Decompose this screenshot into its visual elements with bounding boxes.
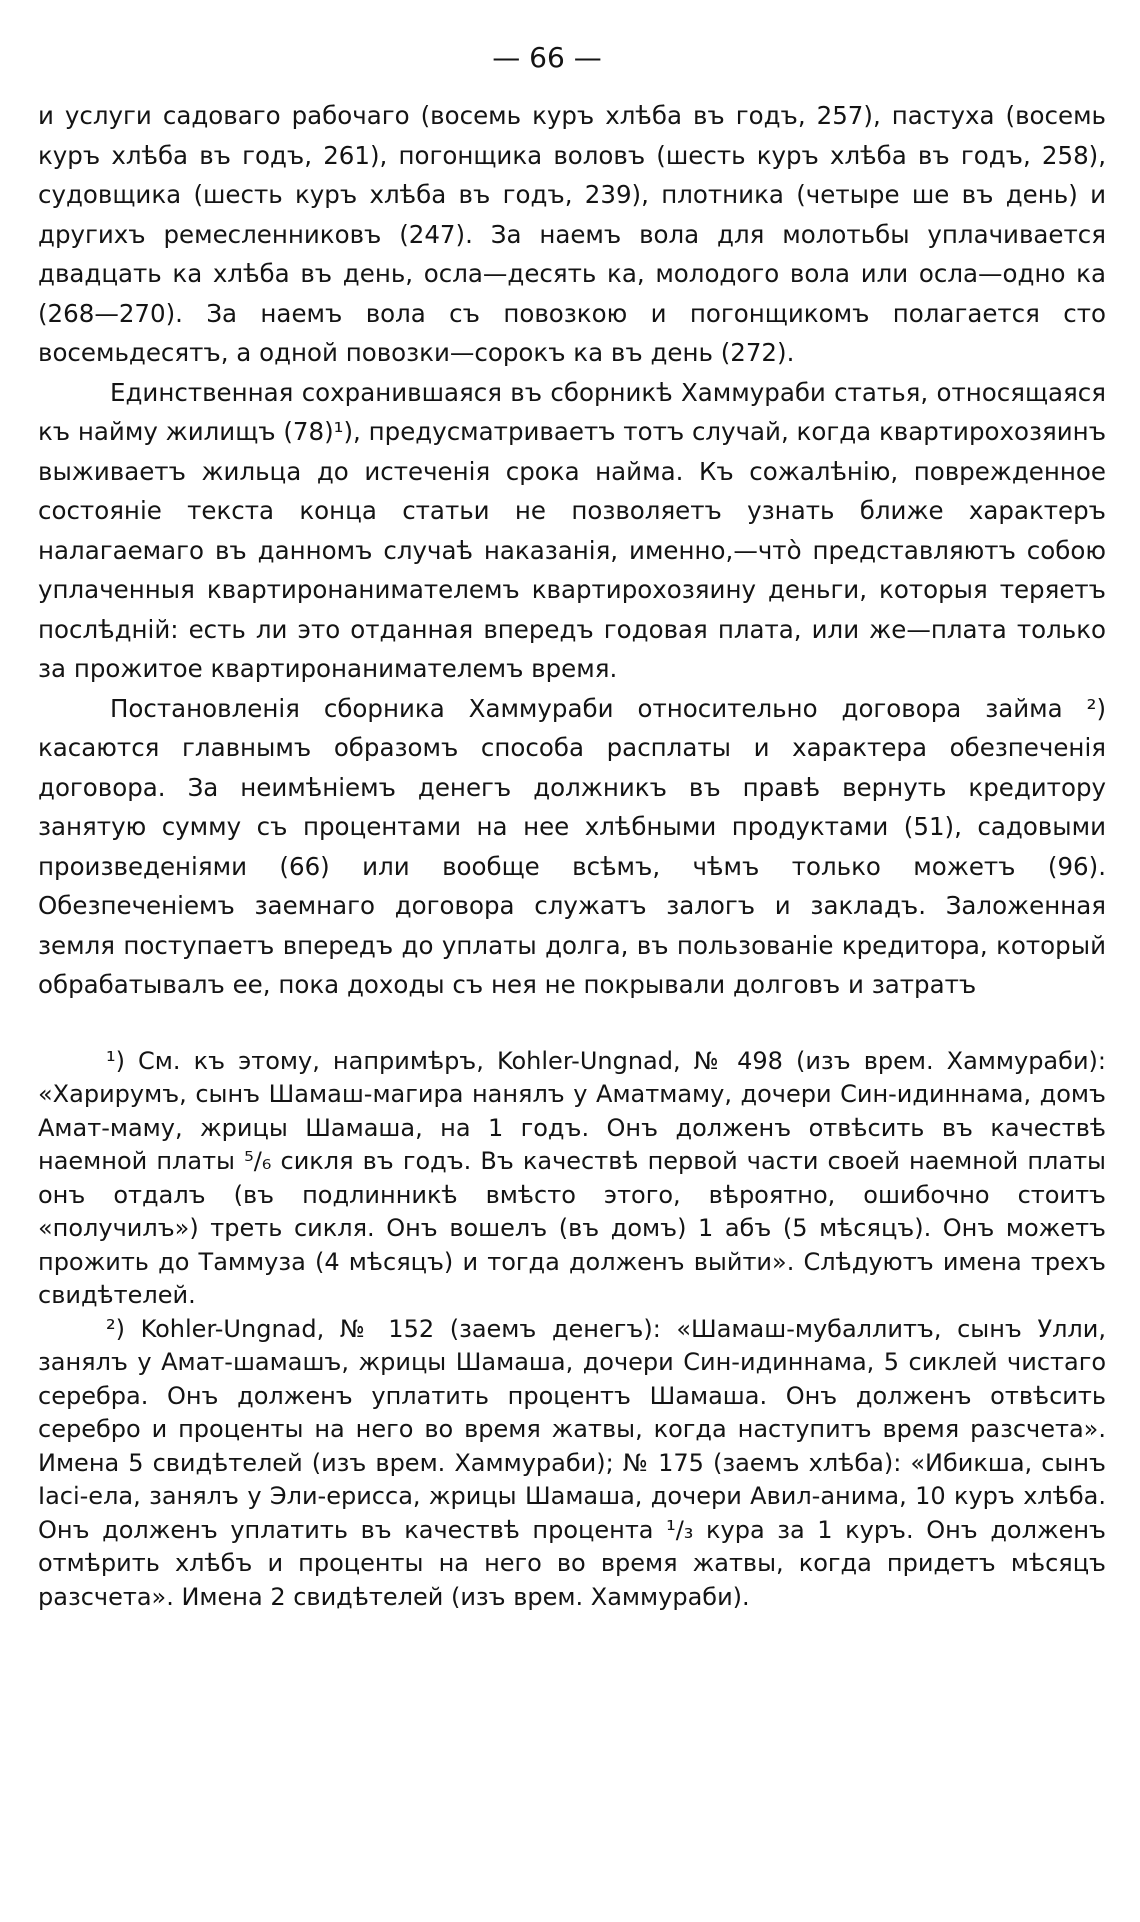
footnotes [38, 1045, 1106, 1615]
document-page [38, 38, 1120, 1614]
page-number: — 66 — [492, 41, 602, 74]
footnote-2: ²) Kohler-Ungnad, № 152 (заемъ денегъ): «Шамаш-мубаллитъ, сынъ Улли, занялъ у Амат-шамашъ, жрицы Шамаша, дочери Син-идиннама, 5 сиклей чистаго серебра. Онъ долженъ уплатить процентъ Шамаша. Онъ долженъ отвѣсить серебро и проценты на него во время жатвы, когда наступитъ время разсчета». Имена 5 свидѣтелей (изъ врем. Хаммураби); № 175 (заемъ хлѣба): «Ибикша, сынъ Іасі-ела, занялъ у Эли-ерисса, жрицы Шамаша, дочери Авил-анима, 10 куръ хлѣба. Онъ долженъ уплатить въ качествѣ процента ¹/₃ кура за 1 куръ. Онъ долженъ отмѣрить хлѣбъ и проценты на него во время жатвы, когда придетъ мѣсяцъ разсчета». Имена 2 свидѣтелей (изъ врем. Хаммураби). [38, 1314, 1106, 1611]
main-text [38, 96, 1106, 1005]
footnote-1: ¹) См. къ этому, напримѣръ, Kohler-Ungnad, № 498 (изъ врем. Хаммураби): «Харирумъ, сынъ Шамаш-магира нанялъ у Аматмаму, дочери Син-идиннама, домъ Амат-маму, жрицы Шамаша, на 1 годъ. Онъ долженъ отвѣсить въ качествѣ наемной платы ⁵/₆ сикля въ годъ. Въ качествѣ первой части своей наемной платы онъ отдалъ (въ подлинникѣ вмѣсто этого, вѣроятно, ошибочно стоитъ «получилъ») треть сикля. Онъ вошелъ (въ домъ) 1 абъ (5 мѣсяцъ). Онъ можетъ прожить до Таммуза (4 мѣсяцъ) и тогда долженъ выйти». Слѣдуютъ имена трехъ свидѣтелей. [38, 1046, 1106, 1309]
paragraph-3: Постановленія сборника Хаммураби относительно договора займа ²) касаются главнымъ образомъ способа расплаты и характера обезпеченія договора. За неимѣніемъ денегъ должникъ въ правѣ вернуть кредитору занятую сумму съ процентами на нее хлѣбными продуктами (51), садовыми произведеніями (66) или вообще всѣмъ, чѣмъ только можетъ (96). Обезпеченіемъ заемнаго договора служатъ залогъ и закладъ. Заложенная земля поступаетъ впередъ до уплаты долга, въ пользованіе кредитора, который обрабатывалъ ее, пока доходы съ нея не покрывали долговъ и затратъ [38, 693, 1106, 999]
paragraph-1: и услуги садоваго рабочаго (восемь куръ хлѣба въ годъ, 257), пастуха (восемь куръ хлѣба въ годъ, 261), погонщика воловъ (шесть куръ хлѣба въ годъ, 258), судовщика (шесть куръ хлѣба въ годъ, 239), плотника (четыре ше въ день) и другихъ ремесленниковъ (247). За наемъ вола для молотьбы уплачивается двадцать ка хлѣба въ день, осла—десять ка, молодого вола или осла—одно ка (268—270). За наемъ вола съ повозкою и погонщикомъ полагается сто восемьдесятъ, а одной повозки—сорокъ ка въ день (272). [38, 101, 1106, 367]
paragraph-2: Единственная сохранившаяся въ сборникѣ Хаммураби статья, относящаяся къ найму жилищъ (78)¹), предусматриваетъ тотъ случай, когда квартирохозяинъ выживаетъ жильца до истеченія срока найма. Къ сожалѣнію, поврежденное состояніе текста конца статьи не позволяетъ узнать ближе характеръ налагаемаго въ данномъ случаѣ наказанія, именно,—что̀ представляютъ собою уплаченныя квартиронанимателемъ квартирохозяину деньги, которыя теряетъ послѣдній: есть ли это отданная впередъ годовая плата, или же—плата только за прожитое квартиронанимателемъ время. [38, 377, 1106, 683]
